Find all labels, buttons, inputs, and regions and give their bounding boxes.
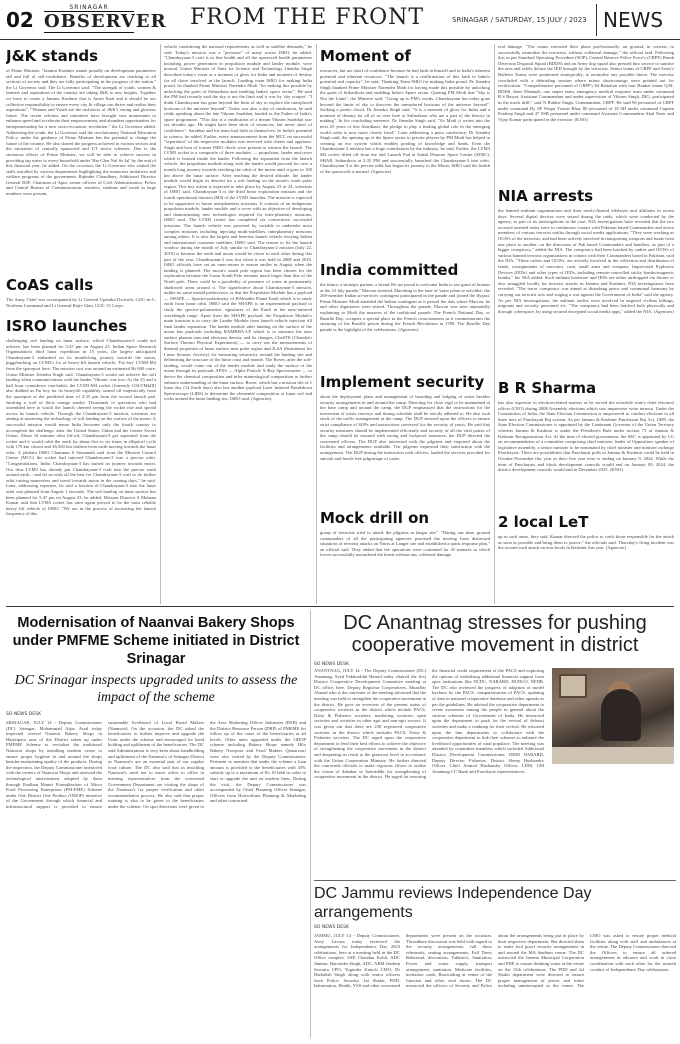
paper-logo: [44, 4, 167, 36]
story-jammu: [314, 884, 676, 1040]
section-divider: [314, 880, 676, 881]
headline-implement-security: Implement security: [320, 373, 485, 391]
story-bakery-headline: Modernisation of Naanvai Bakery Shops under PMFME Scheme initiated in District Srinagar: [12, 615, 300, 667]
article-text-moment: resources, but not short of confidence because he had faith in himself and in India's inherent potential and inherent resources. "The launch is a reaffirmation of this faith in India's potential and capacity", he said. Thanking Team ISRO for making India proud, Dr Jitendra Singh thanked Prime Minister Narendra Modi for having made this possible by unlocking the gates of Sriharikota and enabling India's Space sector. Quoting PM Modi that "Sky is Not the Limit", the Minister said, "Going up to PM's words, Chandrayaan has today gone beyond the limits of sky to discover the unexplored horizons of the universe beyond". Striking a poetic chord, Dr Jitendra Singh said, "It is a moment of glory for India and a moment of destiny for all of us over here at Sriharikota who are a part of the history in making". In his concluding sentence, Dr Jitendra Singh said, "As Modi ji writes into the next 25 years of this Amritkaal, the pledge to play a leading global role in the emerging world order is now more clearly fixed". Later addressing a press conference, Dr Jitendra Singh said, the opening up of the Space sector to private players by PM Modi has helped in creating an eco system which enables pooling of knowledge and funds. Even the Chandrayaan-3 mission has a huge contribution by the industry, he said. Earlier, the LVM3 M4 rocket lifted off from the 2nd Launch Pad at Satish Dhawan Space Centre (SDSC), SHAR, Sriharikota at 2:35 PM and successfully launched the Chandrayaan-3 into orbit. Chandrayaan-3 is the precise orbit has begun its journey to the Moon, ISRO said the health of the spacecraft is normal. (Agencies): [320, 68, 490, 174]
story-anantnag-text: ANANTNAG, JULY 14 - The Deputy Commissioner (DC) Anantnag, Syed Fakhruddin Hamid today chaired the first District Cooperative Development Committee meeting at DC office, here. Deputy Registrar Cooperatives, Muzaffar Ahmad who is the convener of the meeting informed that the meeting was held to strengthen the cooperative movement in the district. He gave an overview of the present status of cooperative societies in the district which include PACS, Dairy & Fisheries societies, marketing societies, open societies and societies in other agri and non-agri sectors. It was given out that there are 238 registered cooperative societies in the district which includes PACS, Dairy & Fisheries societies. The DC urged upon the cooperative department to lend their best efforts to achieve the objective of strengthening the cooperative movement in the district and deepening its reach to the grassroot level in accordance with the Union Cooperation Ministry. He further directed the concerned officials to make vigorous efforts to realise the vision of Sahakar se Samriddhi for strengthening of cooperative movement in the district. He urged for ensuring the financial credit requirement of the PACS and exploring the options of mobilising additional financial support from apex institutions like NCDC, NABARD, HUDCO, NFDB. The DC also reviewed the progress of adoption of model byelaws by the PACS, computerisation of PACS, updating of data in national cooperative database and other agenda as per the guidelines. He advised the cooperative department to create awareness among the people in general about the various schemes of Government of India. He instructed upon the department to push for the revival of defunct societies and make a roadmap for their revival. He exhorted upon the line departments to collaborate with the cooperative department to link their schemes to enhance the livelihood opportunities of rural populace. The meeting was attended by committee members which included Additional District Development Commissioner, DDM NABARD, Deputy Director Fisheries, District Sheep Husbandry Officer, Chief Animal Husbandry Officer, LDM, GM Anantnag CC Bank and Panchayat representatives.: [314, 668, 544, 780]
story-bakery-text: SRINAGAR, JULY 14 - Deputy Commissioner (DC) Srinagar, Mohammad Aijaz Asad today inspected several Naanvai Bakery Shops in Harfatpora area of the District taken up under PMFME Scheme to revitalize the traditional Naanwai shops by installing modern ovens to ensure proper hygiene in and around the shops besides maintaining quality of the products. During the inspection, the Deputy Commissioner interacted with the owners of Naanwai Shops and assessed the technological interventions adopted by them through Pradhan Mantri Formalization of Micro Food Processing Enterprises (PM-FME) Scheme under One District One Product (ODOP) initiative of the Government through which financial and infrastructural support is provided to ensure sustainable livelihood of Local Bread Makers (Naanwai). On the occasion, the DC asked the beneficiaries to further improve and upgrade the Units under the scheme and encouraged for hand holding and upliftment of the beneficiaries. The DC said Administration is very keen about handholding and upliftment of the Naanwai's of Srinagar District as Naanwai's are an essential part of our regular food culture. The DC also said that in installing Naanwai's need not to move office to office in meeting representatives from the concerned Government Department are visiting the shops of the Naanwai's for proper verification and other recommendation process. He also said that proper training is also to be given to the beneficiaries under the scheme. On spot directions were given to the Area Marketing Officer Industries (RSB) and the District Resource Person (DRP) of PMFME for follow up of the cases of the beneficiaries at all levels. Other units upgraded under the ODOP scheme including Bakery Shops namely Hilo Bakery Nowpora and Food Makers Qamarwari were also visited by the Deputy Commissioner. Pertinent to mention that under the scheme a loan amount is provided to the beneficiaries with 35% subsidy up to a maximum of Rs 10 lakh in order to start or upgrade the unit on modern lines. During the visit, the Deputy Commissioner was accompanied by Chief Planning Officer Srinagar, Officers from Horticulture Planning & Marketing and other concerned.: [6, 720, 306, 809]
headline-india-committed: India committed: [320, 261, 459, 279]
headline-br-sharma: B R Sharma: [498, 379, 597, 397]
headline-isro-launches: ISRO launches: [6, 317, 128, 335]
headline-mock-drill: Mock drill on: [320, 509, 430, 527]
column-4: [498, 44, 674, 604]
masthead: [0, 0, 680, 40]
story-bakery-byline: SO NEWS DESK: [6, 712, 41, 717]
paper-logo-small: SRINAGAR: [69, 4, 109, 11]
column-divider: [310, 610, 311, 1038]
article-text-mock-drill-continued: eral damage. "The teams executed their plans professionally, on ground, in concert, to successfully neutralise the terrorists, without collateral damage," the official said. Following this as per Standard Operating Procedure (SOP), Central Reserve Police Force's (CRPF) Bomb Detection Disposal Squad (BDDS) and an Army dog squad also pressed into service to sanitise the area and safely defuse the IED brought by the terrorists. Senior teams of CRPF and Army's Bulletin Teams were positioned strategically, to neutralise any possible threat. The exercise concluded with a debriefing session where minor shortcomings were pointed out for rectification. "Comprehensive personnel of CRPF's 84 Battalion with four Bunker teams QAT, BDDS, three Dhanush, one sniper team, emergency medical response team under command R.S Rawat, Assistant Commandant and under supervision of Vikram Singh, DIG, participated in the mock drill," said N Rakhie Singh, Commandant, CRPF. He said 96 personnel of CRPF under command Dy SP Waqar Younis Bhat, 80 personnel of 18 SH under command Captain Pradeep Singh and 47 SSB personnel under command Assistant Commandant Abul Nasir and Vijay Kumar participated in the exercise. (KNO): [498, 44, 674, 122]
headline-moment-of: Moment of: [320, 47, 411, 65]
column-3: [320, 44, 490, 604]
headline-local-let: 2 local LeT: [498, 513, 589, 531]
column-divider: [494, 44, 495, 604]
column-divider: [160, 44, 161, 604]
section-tag: NEWS: [596, 4, 676, 36]
article-text-isro: challenging soft landing on lunar surface, which Chandrayaan-2 could not achieve, has been planned for 5:47 pm on August 23. Indian Space Research Organisation's third lunar expedition in 15 years, the largely anticipated Chandrayaan-3 embarked on its month-long journey towards the moon, piggybacking on LVM3's 1st of heavy-lift launch vehicle, 'Fat boy' LVM3-M4 from the spaceport here. The mission cost was around an estimated Rs 600 crore, Union Minister Jitendra Singh said. Chandrayaan-3 would not achieve the soft landing when communications with the lander 'Vikram' was lost. As the 25 and a half hour countdown concluded, the LVM3-M4 rocket (formerly GSLVMkIII) also dubbed as Fat boy for its heavylift capability, soared off majestically from the spaceport at the predicted time of 2:35 pm from the second launch pad, emitting a trail of thick orange smoke. Thousands of spectators who had assembled here to watch the launch cheered seeing the rocket rise and spread across its launch vehicle. Through the Chandrayaan-3 mission, scientists are aiming at mastering the technology of soft landing on the surface of the moon. A successful mission would mean India becomes only the fourth country to accomplish the challenge, after the United States, China and the former Soviet Union. About 16 minutes after lift-off, Chandrayaan-3 got separated from the rocket and it would orbit the earth for about five to six times in elliptical cycle with 170 km closest and 36,500 km farthest from earth moving towards the lunar orbit. A jubilant ISRO Chairman S Somanath said from the Mission Control Centre (MCC) the rocket had injected Chandrayaan-3 into a precise orbit. "Congratulations, India. Chandrayaan-3 has started its journey towards moon. Our dear LVM3 has already put Chandrayaan-3 craft into the precise earth around earth... and let us wish all the best for Chandrayaan-3 craft to do further orbit raising maneuvers and travel towards moon in the coming days," he said. Later, addressing reporters, he said a fraction of Chandrayaan-3 into the lunar orbit was planned from August 1 onwards. The soft landing on lunar surface has been planned for 5.47 pm on August 23, he added. Mission Director S Mohana Kumar said that LVM3 rocket has once again proved to be the most reliable heavy lift vehicle of ISRO. "We are in the process of increasing the launch frequency of this: [6, 338, 156, 517]
story-jammu-byline: SO NEWS DESK: [314, 925, 349, 930]
section-title: FROM THE FRONT: [190, 5, 425, 30]
article-text-implement: about the deployment plans and management of boarding and lodging of yatris besides security arrangements in and around the camp. Directing for close vigil to be maintained at the base camp and around the camp, the DGP emphasised that the instructions for the movement of yatris convoys and timing schedule shall be strictly adhered to. He also took stock of the traffic management at the camp. The DGP stressed upon the officers to ensure strict compliance of SOPs and instructions conveyed for the security of yatris. He said that security measures should be implemented efficiently and security of all the vital points of the camp should be ensured with strong and foolproof measures, the DGP directed the concerned officers. The DGP also interacted with the pilgrims and enquired about the facilities and arrangements available. The pilgrims expressed their satisfaction with the arrangement. The DGP during the interaction with officers, lauded the services provided for smooth and hassle free pilgrimage of yatris.: [320, 394, 490, 461]
article-text-coas: The Army Chief was accompanied by Lt General Upendra Dwivedi, GOC-in-C, Northern Command and Lt General Rajiv Ghai, GOC 15 Corps.: [6, 297, 156, 308]
column-divider: [316, 44, 317, 604]
story-bakery-subhead: DC Srinagar inspects upgraded units to assess the impact of the scheme: [14, 673, 298, 705]
section-divider: [6, 606, 674, 607]
article-text-nia: the banned militant organizations and their newly-floated offshoots and affiliates in recent days. Several digital devices were seized during the raids, which were conducted by the agency, as part of its investigations in the case. NIA investigations have revealed that the two accused arrested today were in continuous contact with Pakistan based Commanders and active members of various terrorist outfits through social media applications. "They were working as OGWs of the terrorists, and had been actively involved in transporting weapons and funds from one place to another, on the directions of Pak based Commanders and handlers, as part of a bigger conspiracy," added the NIA. The conspiracy had been hatched by cadres and OGWs of various banned terrorist organizations in contact with their Commanders based in Pakistan, said the NIA. "These cadres and OGWs, are actively involved in the collection and distribution of funds, consignments of narcotics, cash, small arms and weapons, Improvised Explosive Devices (IEDs) and other types of IEDs, including remote-controlled sticky bombs/magnetic bombs," the NIA added. Such militant hardware and IEDs are either airdropped via drones or also smuggled locally for terrorist attacks in Jammu and Kashmir, NIA investigations have revealed. "The terror conspiracy was aimed at disturbing peace and communal harmony by carrying out terrorist acts and waging a war against the Government of India" said the agency. As per NIA investigations, the militant outfits were involved in targeted civilian killings, migrants and security personnel etc. "The conspiracy had been hatched both physically and through cyberspace, by using secured encrypted social media apps," added the NIA. (Agencies): [498, 208, 674, 314]
article-text-local-let: up in such areas, they said. Kumar directed the police to catch those responsible for the attack as soon as possible and bring them to justice," the officials said. Thursday's firing incident was the second such attack on non-locals in Kashmir this year. (Agencies): [498, 534, 674, 551]
story-anantnag-headline: DC Anantnag stresses for pushing cooperative movement in district: [343, 612, 647, 656]
dc-anantnag-photo: [552, 668, 674, 764]
headline-jk-stands: J&K stands: [6, 47, 99, 65]
headline-nia-arrests: NIA arrests: [498, 187, 594, 205]
column-2: [164, 44, 312, 604]
story-bakery: [6, 610, 306, 1038]
story-anantnag-byline: SO NEWS DESK: [314, 662, 349, 667]
dateline: SRINAGAR / SATURDAY, 15 JULY / 2023: [452, 16, 587, 24]
paper-logo-name: OBSERVER: [44, 11, 167, 32]
article-text-india: the future, a strategic partner, a friend.We are proud to welcome India to our guest of honour at the 14 July parade," Macron tweeted. Marching to the tune of 'saare jahan se achchha', the 269-member Indian tri-services contingent participated in the parade and joined the flypast. Prime Minister Modi attended the Indian contingent as it passed the dais where Macron, he and other dignitaries were seated. Throughout the parade, Macron was seen animatedly explaining to Modi the nuances of the traditional parade. The French National Day, or Bastille Day, occupies a special place in the French consciousness as it commemorates the storming of the Bastille prison during the French Revolution in 1789. The Bastille Day parade is the highlight of the celebrations. (Agencies): [320, 282, 490, 332]
headline-coas-calls: CoAS calls: [6, 276, 94, 294]
article-text-isro-continued: vehicle considering the national requirements as well as satellite demands," he said. Today's mission was a "presence" of many across ISRO, he added. "Chandrayaan-3 craft is in fine health and all the spacecraft health parameters including power generation in propulsion module and lander module, were normal. Union Minister of State for Science and Technology Jitendra Singh described today's event as a moment of glory for India and moment of destiny for all those involved in the launch. Landing team ISRO for making India proud, he thanked Prime Minister Narendra Modi "for making this possible by unlocking the gates of Sriharikota and enabling India's space sector". He said the PM had recently said the sky is not the limit and it was by 'sky scraper'. "I think Chandrayaan has gone beyond the limit of sky to explore the unexplored horizons of the universe beyond". Today was also a day of vindication, he said while speaking about the late Vikram Sarabhai, lauded as the Father of India's space programme. "This day is a vindication of a dream Vikram Sarabhai saw six decades ago. He might have been short of resources, but never short of confidence". Sarabhai and his team had faith in themselves. In India's potential in science, he added. Earlier, every announcement from the MCC on successful "separation" of the respective modules was received with cheers and applause. Singh and host of former ISRO chiefs were present to witness the launch. The LVM3 rocket is a composite of three modules — propulsion, lander and rover which is housed inside the lander. Following the separation from the launch vehicle, the propulsion module along with the lander would proceed for over a month long journey towards reaching the orbit of the moon until it goes to 100 km above the lunar surface. After reaching the desired altitude, the lander module would begin its descent for a soft landing on the moon's south polar region. This key action is expected to take place by August 23 or 24, scientists of ISRO said. Chandrayaan-3 is the third lunar exploration mission and the fourth operational mission (M4) of the LVM3 launcher. The mission is expected to be supportive to future interplanetary missions. It consists of an indigenous propulsion module, lander module and a rover with an objective of developing and demonstrating new technologies required for inter-planetary missions, ISRO said. The LVM3 rocket has completed six consecutive successful missions. The launch vehicle was powered by variable to undertake most complex missions including injecting multi-satellites, interplanetary missions among others. It is also the largest and heaviest launch vehicle ferrying Indian and international customer satellites, ISRO said. The reason to fix the launch window during the month of July similar to Chandrayaan-2 mission (July 22, 2019) is because the earth and moon would be closer to each other during this part of the year. Chandrayaan-2 was lost when it was held in 2008 and 2019. ISRO officials have set an onus-return to ensure smiles in August when the landing is planned. The moon's south pole region has been chosen for the exploration because the Lunar South Pole remains much larger than that of the North pole. There could be a possibility of presence of water in permanently shadowed areas around it. The significance about Chandrayaan-3 mission, unlike its same mould predecessor, is that the Propulsion Module has a payload — SHAPE — Spectro-polarimetry of HAbitable Planet Earth which is to study earth from lunar orbit. ISRO said the SHAPE is an experimental payload to study the spectro-polarimetric signatures of the Earth in the near-infrared wavelength range. Apart from the SHAPE payload, the Propulsion Module's main function is to carry the Lander Module from launch vehicle injection till final lander separation. The lander module after landing on the surface of the moon has payloads including RAMBHA-LP which is to measure the near surface plasma ions and electrons density and its changes, ChaSTE (Chandra's Surface Thermo Physical Experiment) — to carry out the measurements of thermal properties of lunar surface near polar region and ILSA (Instrument for Lunar Seismic Activity) for measuring seismicity around the landing site and delineating the structure of the lunar crust and mantle. The Rover, after the soft-landing, would come out of the lander module and study the surface of the moon through its payloads APXS — Alpha Particle X-Ray Spectrometer — to derive the chemical composition and infer mineralogical composition to further enhance understanding of the lunar surface. Rover, which has a mission life of 1 lunar day (14 Earth days) also has another payload Laser Induced Breakdown Spectroscope (LIBS) to determine the elemental composition of lunar soil and rocks around the lunar landing site, ISRO said. (Agencies): [164, 44, 312, 402]
story-jammu-headline: DC Jammu reviews Independence Day arrangements: [314, 885, 592, 921]
story-anantnag-text-aside: [552, 768, 674, 874]
story-jammu-text: JAMMU, JULY 14 - Deputy Commissioner, Avny Lavasa today reviewed the arrangements for Independence Day 2023 celebrations, here at a meeting held in the DC Office complex. SSP, Chandan Kohli, ADC Jammu, Harvinder Singh, ADC, ARM Jasdeep Sawatra CPO, Yoginder Katoch CMO, Dr Harbaksh Singh along with senior officers from Police, Security, Jal Shakti, PDD, Information, Health, YSS and other concerned departments were present on the occasion. Threadbare discussion was held with regard to the security arrangements, full dress rehearsals, seating arrangements, Full Dress Rehearsal, decoration, Tableau's, Sanitation, Power and water supply, transport arrangement, sanitation, Medicare facilities, invitation cards, Barricading at venue of the function and other vital issues. The DC instructed the officers of Security and Police about the arrangements being put in place by their respective department. She directed them to make fool proof security arrangements in and around the MA Stadium venue. The DC instructed the Jammu Municipal Corporation and PHE to ensure drinking water at the venue on the 15th celebrations. The PDD and Jal Shakti department were directed to ensure proper management of power and water including uninterrupted at the venue. The CMO was asked to ensure proper medical facilities along with staff and ambulances at the venue. The Deputy Commissioner directed the Officers to ensure all ordered arrangements in advance and work in close coordination with each other for the smooth conduct of Independence Day celebrations.: [314, 933, 676, 989]
article-text-mock-drill: group of terrorists tried to attack the pilgrims at langar site". "During our time, ground commanders of all the participating agencies practised the moving from distressed situations of terrorist attacks on Yatris at Langer site and established a quick response plan," an official said. They added that the operations were continued for 45 minutes in which forces successfully neutralised the threat without any collateral damage.: [320, 530, 490, 558]
column-1: [6, 44, 156, 604]
article-text-br-sharma: has also expertise in election-related matters as he served the erstwhile state's chief electoral officer (CEO) during 2008 Assembly elections which saw impressive voter turnout. Under the Constitution of India, the State Election Commission is empowered to conduct elections to all three tiers of Panchayati Raj system. As per Jammu & Kashmir Panchayati Raj Act, 1989, the State Election Commissioner is appointed by the Lieutenant Governor of the Union Territory whereas Jammu & Kashmir is under the President's Rule under section 73 of Jammu & Kashmir Reorganization Act. At the time of elected government, the SEC is appointed by LG on recommendation of a committee comprising chief minister, leader of Opposition, speaker of legislative assembly, a senior minister to be nominated by chief minister and minister incharge Panchayats. There are possibilities that Panchayat polls in Jammu & Kashmir could be held in October-November this year as their five year term is ending on January 9, 2024. While the term of Panchayats and block development councils would end on January 09, 2024, the district development councils would end in December 2025. (KNO): [498, 400, 674, 473]
page-number: 02: [6, 8, 34, 32]
article-text-jk: of Prime Minister. "Jammu Kashmir stands proudly on development parameters tall and full of self-confidence. Benefits of development are reaching to all sections of society and they are fully participating in the progress of the nation," the Lt Governor said. The Lt Governor said: "The strength of youth, women & farmers and aspirations of the country are taking J&K to new heights. Together we have to create a Jammu Kashmir that is Amrit Kaal and it should be our collective responsibility to ensure every city & village can thrive and realise their aspirations". "Women and Youth are the architects of J&K's strong and glorious future. The recent reforms and initiatives have brought vast momentum to enhance speed and accelerate their empowerment, and abundant opportunities for entrepreneurship for a new socio-economic revolution," the Lt Governor added. Addressing the youth, the Lt Governor said the revolutionary National Education Policy, under the guidance of Prime Minister has the potential to change the future of the country. He also shared the progress achieved in various sectors and the saturation of centrally sponsored and UT sector schemes. Due to the strenuous efforts of Prime Minister, we will be able to achieve success in providing tap water to every household under 'Har Ghar Nal Se Jal' by the end of this financial year, he added. On the occasion, the Lt Governor also visited the stalls installed by various departments highlighting the numerous initiatives and welfare programs of the government. Rajinder Choudhary, Additional Director General BSF, Chairman of Apni, senior officers of Civil Administration, Police and Central Bureau of Communication, teachers, students and youth in large numbers were present.: [6, 68, 156, 197]
